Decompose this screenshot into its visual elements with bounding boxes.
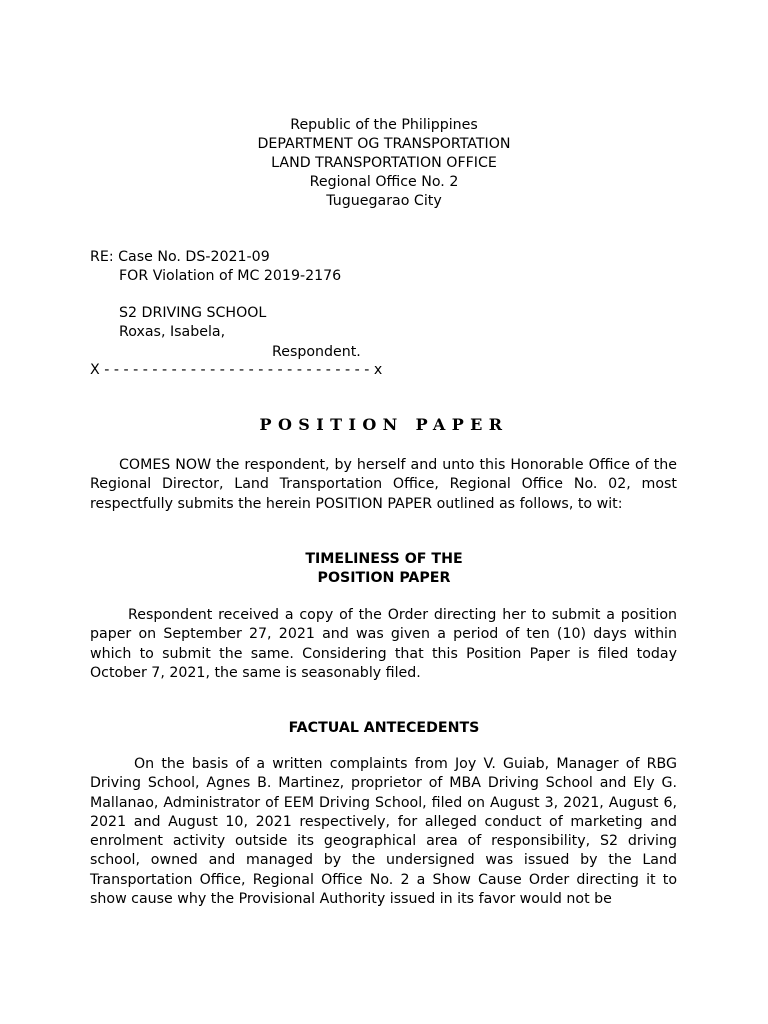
timeliness-line: which to submit the same. Considering that this Position Paper is filed today (90, 645, 677, 662)
header-department: DEPARTMENT OG TRANSPORTATION (257, 136, 511, 152)
section-heading-timeliness-2: POSITION PAPER (317, 570, 451, 586)
factual-line: 2021 and August 10, 2021 respectively, for alleged conduct of marketing and (90, 813, 677, 830)
factual-line: Transportation Office, Regional Office No. 2 a Show Cause Order directing it to (90, 871, 677, 888)
case-number: RE: Case No. DS-2021-09 (90, 249, 270, 265)
section-heading-factual-antecedents: FACTUAL ANTECEDENTS (288, 720, 480, 736)
header-city: Tuguegarao City (326, 193, 442, 209)
respondent-name: S2 DRIVING SCHOOL (119, 305, 267, 321)
timeliness-line: Respondent received a copy of the Order directing her to submit a position (128, 607, 677, 623)
intro-line: COMES NOW the respondent, by herself and unto this Honorable Office of the (119, 457, 677, 473)
timeliness-line: October 7, 2021, the same is seasonably filed. (90, 664, 421, 681)
factual-line: Mallanao, Administrator of EEM Driving School, filed on August 3, 2021, August 6, (90, 794, 677, 811)
factual-line: school, owned and managed by the undersigned was issued by the Land (90, 852, 677, 869)
timeliness-line: paper on September 27, 2021 and was given a period of ten (10) days within (90, 626, 677, 643)
header-republic: Republic of the Philippines (290, 117, 478, 133)
intro-paragraph (90, 456, 677, 514)
respondent-address: Roxas, Isabela, (119, 324, 226, 340)
timeliness-paragraph (90, 606, 677, 683)
case-violation: FOR Violation of MC 2019-2176 (119, 268, 342, 284)
intro-line: Regional Director, Land Transportation Office, Regional Office No. 02, most (90, 476, 677, 493)
factual-line: On the basis of a written complaints from Joy V. Guiab, Manager of RBG (134, 756, 677, 772)
section-heading-timeliness-1: TIMELINESS OF THE (305, 551, 463, 567)
caption-separator: X - - - - - - - - - - - - - - - - - - - - - - - - - - - - x (90, 362, 383, 378)
factual-line: Driving School, Agnes B. Martinez, proprietor of MBA Driving School and Ely G. (90, 775, 677, 792)
intro-line: respectfully submits the herein POSITION PAPER outlined as follows, to wit: (90, 495, 623, 512)
factual-antecedents-paragraph (90, 755, 677, 909)
factual-line: show cause why the Provisional Authority issued in its favor would not be (90, 891, 612, 908)
document-title: POSITION PAPER (259, 415, 509, 434)
factual-line: enrolment activity outside its geographical area of responsibility, S2 driving (90, 833, 677, 850)
respondent-label: Respondent. (272, 344, 361, 360)
header-office: LAND TRANSPORTATION OFFICE (271, 155, 497, 171)
header-regional-office: Regional Office No. 2 (309, 174, 459, 190)
